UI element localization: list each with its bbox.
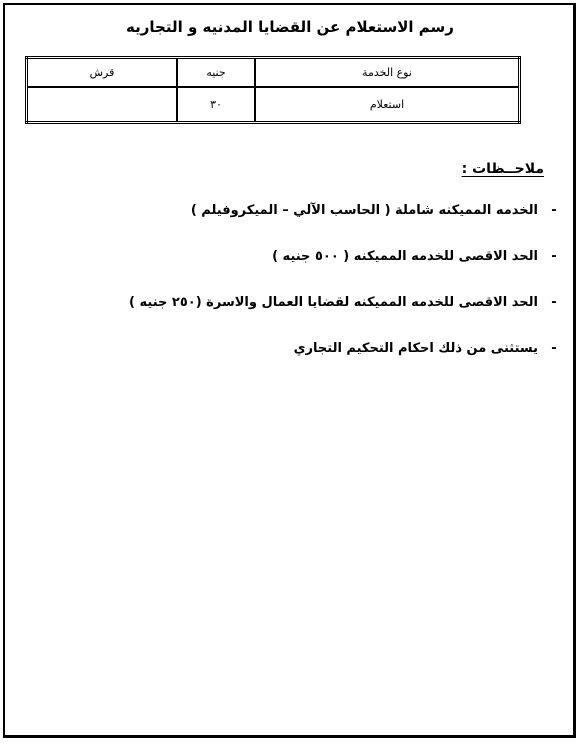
table-row [27,87,520,123]
cell-piasters [27,87,178,123]
list-item [44,292,564,338]
fee-table [25,56,521,124]
list-item [44,338,564,384]
header-piasters: قرش [27,58,178,87]
header-service-type: نوع الخدمة [255,58,520,87]
note-text: الخدمه المميكنه شاملة ( الحاسب الآلي – الميكروفيلم ) [190,203,538,218]
bullet-dash: - [551,203,557,218]
note-text: يستثنى من ذلك احكام التحكيم التجاري [293,341,538,356]
list-item [44,246,564,292]
note-text: الحد الاقصى للخدمه المميكنه ( ٥٠٠ جنيه ) [272,249,538,264]
fee-table-header-row [27,58,520,87]
notes-heading: ملاحــظات : [461,161,544,177]
bullet-dash: - [551,295,557,310]
list-item [44,200,564,246]
header-pounds: جنيه [177,58,255,87]
note-text: الحد الاقصى للخدمه المميكنه لقضايا العمال والاسرة (٢٥٠ جنيه ) [129,295,538,310]
bullet-dash: - [551,249,557,264]
document-title: رسم الاستعلام عن القضايا المدنيه و التجاريه [126,18,454,36]
cell-service-type: استعلام [255,87,520,123]
notes-list [44,200,564,384]
bullet-dash: - [551,341,557,356]
cell-pounds: ٣٠ [177,87,255,123]
